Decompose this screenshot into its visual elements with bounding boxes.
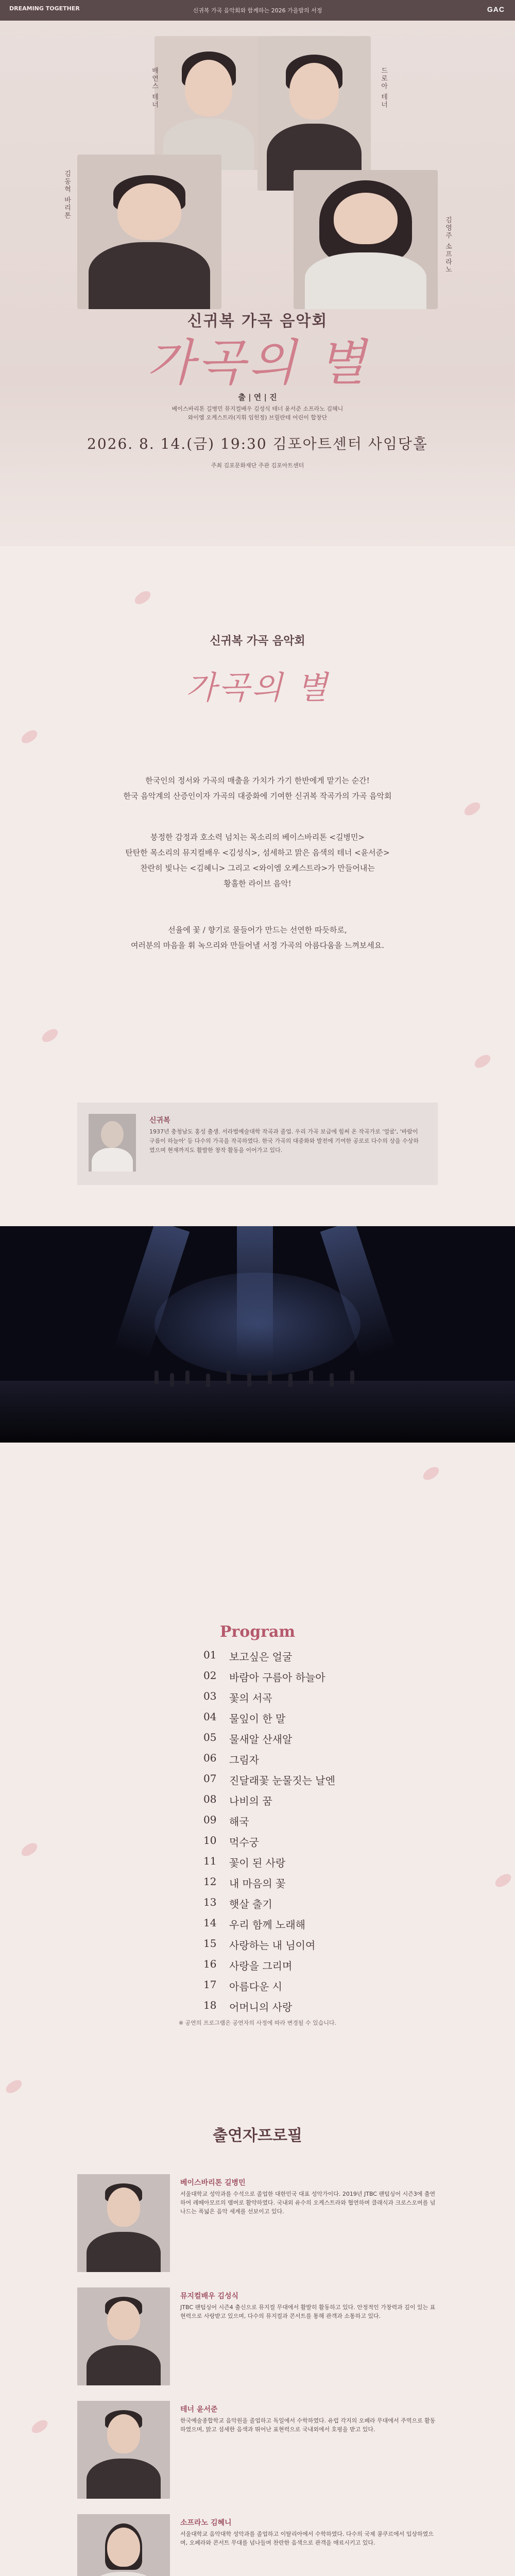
program-number: 14: [203, 1917, 217, 1929]
performer-bio: 한국예술종합학교 음악원을 졸업하고 독일에서 수학하였다. 유럽 각지의 오페라 무대에서 주역으로 활동하였으며, 맑고 섬세한 음색과 뛰어난 표현력으로 국내외에서 호평을 받고 있다.: [180, 2417, 436, 2433]
hero-section: [0, 0, 515, 546]
program-item: [203, 1793, 409, 1814]
petal-decoration: [4, 2078, 24, 2095]
program-item: [203, 1834, 409, 1855]
petal-decoration: [132, 589, 152, 606]
performer-bio: 서울대학교 성악과를 수석으로 졸업한 대한민국 대표 성악가이다. 2019년 JTBC 팬텀싱어 시즌3에 출연하여 레떼아모르의 멤버로 활약하였다. 국내외 유수의 오케스트라와 협연하며 클래식과 크로스오버를 넘나드는 폭넓은 음악 세계를 선보이고 있다.: [180, 2191, 436, 2215]
top-bar: [0, 0, 515, 21]
petal-decoration: [40, 1027, 60, 1044]
program-number: 02: [203, 1669, 217, 1682]
gac-logo: GAC: [487, 5, 505, 13]
intro-paragraph: 한국 음악계의 산증인이자 가곡의 대중화에 기여한 신귀복 작곡가의 가곡 음악회: [123, 791, 392, 801]
program-title: Program: [219, 1623, 296, 1641]
hero-subtitle: 신귀복 가곡 음악회: [187, 312, 328, 330]
program-song-title: 아름다운 시: [229, 1980, 282, 1993]
program-item: [203, 1855, 409, 1875]
program-number: 10: [203, 1834, 217, 1846]
program-item: [203, 1978, 409, 1999]
cast-line-1: 베이스바리톤 길병민 뮤지컬배우 김성식 테너 윤서준 소프라노 김혜니: [171, 405, 344, 412]
performer-photo: [77, 2401, 170, 2499]
intro-paragraph: 탄탄한 목소리의 뮤지컬배우 <김성식>, 섬세하고 맑은 음색의 테너 <윤서준>: [125, 848, 390, 857]
portrait-performer-2: [258, 36, 371, 191]
cast-line-2: 와이엠 오케스트라(지휘 임헌정) 브릴란테 어린이 합창단: [187, 414, 328, 421]
petal-decoration: [472, 1053, 492, 1070]
petal-decoration: [462, 801, 482, 817]
program-number: 07: [203, 1772, 217, 1785]
sponsor-line: 주최 김포문화재단 주관 김포아트센터: [211, 462, 304, 469]
intro-paragraph: 한국인의 정서와 가곡의 매출을 가치가 가기 한반에게 맡기는 순간!: [145, 776, 370, 785]
program-item: [203, 1669, 409, 1690]
intro-title: 가곡의 별: [185, 669, 330, 706]
performer-bio: 서울대학교 음악대학 성악과를 졸업하고 이탈리아에서 수학하였다. 다수의 국제 콩쿠르에서 입상하였으며, 오페라와 콘서트 무대를 넘나들며 찬란한 음색으로 관객을 매료시키고 있다.: [180, 2531, 434, 2546]
program-item: [203, 1999, 409, 2020]
performer-card: [77, 2287, 438, 2385]
performer-name: 베이스바리톤 길병민: [180, 2179, 246, 2187]
composer-bio: 1937년 충청남도 홍성 출생. 서라벌예술대학 작곡과 졸업. 우리 가곡 보급에 힘써 온 작곡가로 '얼굴', '바람이 구름이 하늘아' 등 다수의 가곡을 작곡하였다. 한국 가곡의 대중화와 발전에 기여한 공로로 다수의 상을 수상하였으며 현재까지도 활발한 창작 활동을 이어가고 있다.: [149, 1128, 419, 1154]
program-song-title: 나비의 꿈: [229, 1795, 272, 1807]
hero-title: 가곡의 별: [146, 334, 369, 392]
performer-photo: [77, 2287, 170, 2385]
program-number: 05: [203, 1731, 217, 1743]
program-song-title: 진달래꽃 눈물짓는 날엔: [229, 1774, 335, 1787]
program-item: [203, 1752, 409, 1772]
program-song-title: 내 마음의 꽃: [229, 1877, 286, 1890]
intro-paragraph: 황홀한 라이브 음악!: [224, 879, 291, 888]
program-song-title: 그림자: [229, 1754, 259, 1766]
program-number: 15: [203, 1937, 217, 1950]
petal-decoration: [29, 2418, 49, 2435]
program-song-title: 바람아 구름아 하늘아: [229, 1671, 325, 1684]
program-number: 03: [203, 1690, 217, 1702]
program-number: 06: [203, 1752, 217, 1764]
program-item: [203, 1896, 409, 1917]
intro-subtitle: 신귀복 가곡 음악회: [210, 634, 305, 648]
performer-name: 소프라노 김혜니: [180, 2519, 232, 2527]
performer-card: [77, 2174, 438, 2272]
program-song-title: 물새알 산새알: [229, 1733, 293, 1745]
cast-list: [0, 404, 515, 422]
program-item: [203, 1772, 409, 1793]
portrait-performer-3: [77, 155, 221, 309]
concert-stage-photo: [0, 1226, 515, 1443]
program-item: [203, 1814, 409, 1834]
program-song-title: 보고싶은 얼굴: [229, 1651, 293, 1663]
composer-photo: [89, 1114, 136, 1172]
program-item: [203, 1875, 409, 1896]
performer-photo: [77, 2514, 170, 2576]
program-song-title: 사랑하는 내 님이여: [229, 1939, 316, 1952]
portrait-performer-4: [294, 170, 438, 309]
program-song-title: 꽃의 서곡: [229, 1692, 272, 1704]
program-number: 04: [203, 1710, 217, 1723]
portrait-performer-1: [154, 36, 263, 170]
program-number: 11: [203, 1855, 217, 1867]
program-number: 13: [203, 1896, 217, 1908]
performer-bio: JTBC 팬텀싱어 시즌4 출신으로 뮤지컬 무대에서 활발히 활동하고 있다. 안정적인 가창력과 깊이 있는 표현력으로 사랑받고 있으며, 다수의 뮤지컬과 콘서트를 통해 관객과 소통하고 있다.: [180, 2304, 436, 2319]
program-song-title: 물잎이 한 말: [229, 1713, 286, 1725]
program-item: [203, 1958, 409, 1978]
performer-photo: [77, 2174, 170, 2272]
petal-decoration: [19, 728, 39, 745]
performer-1-name: 배연스 테너: [150, 67, 158, 109]
program-item: [203, 1917, 409, 1937]
intro-paragraph: 선율에 꽃 / 향기로 물들어가 만드는 선연한 따듯하로,: [168, 925, 347, 935]
program-number: 08: [203, 1793, 217, 1805]
program-number: 17: [203, 1978, 217, 1991]
program-number: 09: [203, 1814, 217, 1826]
program-item: [203, 1690, 409, 1710]
performer-2-name: 드로아 테너: [380, 67, 387, 109]
program-note: ※ 공연의 프로그램은 공연자의 사정에 따라 변경될 수 있습니다.: [178, 2020, 337, 2026]
program-item: [203, 1649, 409, 1669]
performer-3-name: 김동혁 바리톤: [63, 170, 71, 220]
program-song-title: 우리 함께 노래해: [229, 1919, 305, 1931]
petal-decoration: [421, 1465, 441, 1482]
program-song-title: 사랑을 그리며: [229, 1960, 293, 1972]
program-song-title: 꽃이 된 사랑: [229, 1857, 286, 1869]
composer-card: [77, 1103, 438, 1185]
program-item: [203, 1710, 409, 1731]
cast-label: 출 | 연 | 진: [238, 393, 277, 402]
program-song-title: 햇살 출기: [229, 1898, 272, 1910]
program-song-title: 어머니의 사랑: [229, 2001, 293, 2013]
performers-title: 출연자프로필: [213, 2127, 302, 2145]
program-number: 01: [203, 1649, 217, 1661]
intro-paragraph: 찬란히 빛나는 <김혜니> 그리고 <와이엠 오케스트라>가 만들어내는: [140, 863, 375, 873]
composer-name: 신귀복: [149, 1116, 170, 1125]
program-song-title: 먹수궁: [229, 1836, 259, 1849]
program-number: 16: [203, 1958, 217, 1970]
performer-name: 테너 윤서준: [180, 2405, 218, 2414]
event-date: 2026. 8. 14.(금) 19:30 김포아트센터 사임당홀: [87, 435, 428, 452]
petal-decoration: [493, 1872, 513, 1889]
petal-decoration: [19, 1841, 39, 1858]
program-item: [203, 1937, 409, 1958]
program-number: 12: [203, 1875, 217, 1888]
performer-card: [77, 2514, 438, 2576]
performer-card: [77, 2401, 438, 2499]
intro-paragraph: 여러분의 마음을 휘 녹으리와 만들어낼 서정 가곡의 아름다움을 느껴보세요.: [130, 941, 385, 950]
performer-4-name: 김영주 소프라노: [444, 216, 452, 274]
program-number: 18: [203, 1999, 217, 2011]
program-item: [203, 1731, 409, 1752]
top-caption: 신귀복 가곡 음악회와 함께하는 2026 가을밤의 서정: [193, 7, 322, 14]
series-label: DREAMING TOGETHER: [9, 5, 80, 12]
program-song-title: 해국: [229, 1816, 249, 1828]
performer-name: 뮤지컬배우 김성식: [180, 2292, 239, 2300]
intro-paragraph: 붕정한 감정과 호소력 넘치는 목소리의 베이스바리톤 <길병민>: [150, 833, 365, 842]
